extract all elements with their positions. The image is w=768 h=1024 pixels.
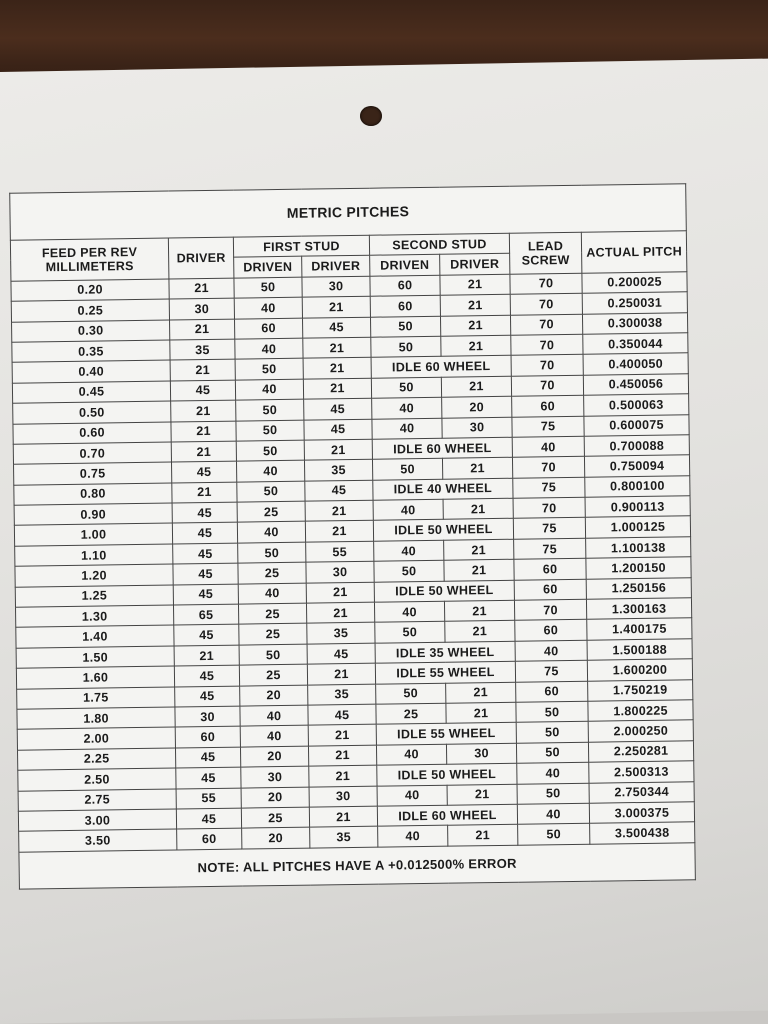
second-stud-driven-cell: 40: [376, 744, 446, 765]
first-stud-driven-cell: 30: [241, 766, 309, 787]
lead-screw-cell: 75: [515, 660, 587, 681]
actual-pitch-cell: 0.600075: [584, 414, 689, 436]
second-stud-driven-cell: 40: [374, 540, 444, 561]
feed-cell: 1.10: [15, 544, 173, 567]
header-second-stud: SECOND STUD: [369, 233, 509, 255]
driver-cell: 45: [174, 665, 239, 686]
first-stud-driver-cell: 45: [304, 419, 372, 440]
first-stud-driven-cell: 25: [239, 624, 307, 645]
second-stud-driver-cell: 21: [440, 294, 510, 315]
idle-wheel-cell: IDLE 50 WHEEL: [374, 580, 514, 602]
first-stud-driven-cell: 50: [234, 277, 302, 298]
lead-screw-cell: 50: [518, 824, 590, 845]
lead-screw-cell: 40: [517, 762, 589, 783]
first-stud-driven-cell: 40: [234, 297, 302, 318]
first-stud-driven-cell: 40: [235, 379, 303, 400]
driver-cell: 60: [177, 828, 242, 849]
first-stud-driven-cell: 50: [236, 440, 304, 461]
first-stud-driver-cell: 21: [305, 521, 373, 542]
actual-pitch-cell: 0.200025: [582, 272, 687, 294]
first-stud-driver-cell: 21: [308, 745, 376, 766]
feed-cell: 1.60: [16, 666, 174, 689]
second-stud-driven-cell: 50: [370, 316, 440, 337]
first-stud-driven-cell: 20: [241, 787, 309, 808]
first-stud-driver-cell: 45: [302, 317, 370, 338]
table-title: METRIC PITCHES: [10, 184, 687, 240]
lead-screw-cell: 60: [512, 395, 584, 416]
second-stud-driven-cell: 40: [373, 499, 443, 520]
second-stud-driver-cell: 20: [442, 396, 512, 417]
header-feed: FEED PER REV MILLIMETERS: [10, 238, 169, 281]
first-stud-driven-cell: 20: [240, 746, 308, 767]
idle-wheel-cell: IDLE 50 WHEEL: [373, 519, 513, 541]
lead-screw-cell: 70: [512, 457, 584, 478]
first-stud-driver-cell: 30: [309, 786, 377, 807]
second-stud-driven-cell: 40: [374, 601, 444, 622]
driver-cell: 60: [175, 726, 240, 747]
lead-screw-cell: 75: [512, 416, 584, 437]
actual-pitch-cell: 1.250156: [586, 577, 691, 599]
second-stud-driven-cell: 40: [378, 826, 448, 847]
lead-screw-cell: 50: [516, 722, 588, 743]
first-stud-driver-cell: 30: [306, 561, 374, 582]
feed-cell: 2.50: [18, 768, 176, 791]
feed-cell: 3.50: [19, 829, 177, 852]
first-stud-driver-cell: 21: [306, 582, 374, 603]
lead-screw-cell: 50: [517, 783, 589, 804]
second-stud-driven-cell: 50: [371, 377, 441, 398]
idle-wheel-cell: IDLE 60 WHEEL: [372, 437, 512, 459]
actual-pitch-cell: 1.600200: [587, 659, 692, 681]
first-stud-driver-cell: 21: [305, 500, 373, 521]
feed-cell: 0.20: [11, 279, 169, 302]
second-stud-driver-cell: 21: [442, 458, 512, 479]
second-stud-driven-cell: 50: [375, 622, 445, 643]
lead-screw-cell: 40: [515, 640, 587, 661]
feed-cell: 0.40: [12, 360, 170, 383]
driver-cell: 45: [173, 563, 238, 584]
header-second-stud-driver: DRIVER: [440, 254, 510, 275]
idle-wheel-cell: IDLE 55 WHEEL: [375, 661, 515, 683]
feed-cell: 1.75: [17, 687, 175, 710]
second-stud-driver-cell: 21: [444, 539, 514, 560]
driver-cell: 21: [174, 645, 239, 666]
feed-cell: 2.00: [17, 727, 175, 750]
first-stud-driver-cell: 55: [306, 541, 374, 562]
actual-pitch-cell: 2.500313: [589, 761, 694, 783]
first-stud-driver-cell: 45: [304, 398, 372, 419]
feed-cell: 0.70: [13, 442, 171, 465]
header-lead-screw: LEAD SCREW: [509, 232, 582, 274]
actual-pitch-cell: 0.900113: [585, 496, 690, 518]
feed-cell: 1.00: [14, 523, 172, 546]
metric-pitches-chart: [9, 183, 695, 882]
second-stud-driver-cell: 30: [442, 417, 512, 438]
second-stud-driven-cell: 50: [376, 683, 446, 704]
lead-screw-cell: 70: [514, 599, 586, 620]
lead-screw-cell: 60: [514, 558, 586, 579]
second-stud-driver-cell: 21: [445, 621, 515, 642]
second-stud-driven-cell: 50: [372, 459, 442, 480]
idle-wheel-cell: IDLE 55 WHEEL: [376, 723, 516, 745]
first-stud-driver-cell: 21: [303, 378, 371, 399]
driver-cell: 21: [170, 319, 235, 340]
second-stud-driver-cell: 21: [444, 600, 514, 621]
driver-cell: 21: [171, 400, 236, 421]
first-stud-driven-cell: 40: [235, 338, 303, 359]
second-stud-driver-cell: 21: [448, 825, 518, 846]
idle-wheel-cell: IDLE 60 WHEEL: [377, 804, 517, 826]
driver-cell: 65: [173, 604, 238, 625]
first-stud-driven-cell: 40: [236, 460, 304, 481]
first-stud-driven-cell: 20: [240, 685, 308, 706]
first-stud-driven-cell: 25: [238, 603, 306, 624]
actual-pitch-cell: 1.750219: [588, 679, 693, 701]
driver-cell: 45: [176, 808, 241, 829]
driver-cell: 45: [175, 747, 240, 768]
driver-cell: 30: [169, 298, 234, 319]
first-stud-driven-cell: 25: [238, 562, 306, 583]
second-stud-driver-cell: 30: [446, 743, 516, 764]
actual-pitch-cell: 3.500438: [590, 822, 695, 844]
idle-wheel-cell: IDLE 40 WHEEL: [373, 478, 513, 500]
first-stud-driver-cell: 21: [307, 663, 375, 684]
error-note: NOTE: ALL PITCHES HAVE A +0.012500% ERROR: [19, 842, 696, 888]
second-stud-driver-cell: 21: [441, 376, 511, 397]
first-stud-driven-cell: 50: [235, 359, 303, 380]
header-actual-pitch: ACTUAL PITCH: [581, 231, 687, 273]
driver-cell: 45: [172, 502, 237, 523]
punch-hole: [360, 106, 382, 126]
first-stud-driver-cell: 35: [304, 460, 372, 481]
second-stud-driven-cell: 50: [374, 560, 444, 581]
lead-screw-cell: 75: [513, 477, 585, 498]
driver-cell: 21: [169, 278, 234, 299]
feed-cell: 0.90: [14, 503, 172, 526]
first-stud-driven-cell: 25: [241, 807, 309, 828]
actual-pitch-cell: 0.350044: [583, 333, 688, 355]
second-stud-driver-cell: 21: [440, 274, 510, 295]
first-stud-driven-cell: 40: [238, 583, 306, 604]
second-stud-driven-cell: 40: [372, 397, 442, 418]
first-stud-driven-cell: 50: [239, 644, 307, 665]
feed-cell: 0.80: [14, 483, 172, 506]
actual-pitch-cell: 0.400050: [583, 353, 688, 375]
actual-pitch-cell: 0.750094: [584, 455, 689, 477]
lead-screw-cell: 70: [510, 273, 582, 294]
first-stud-driver-cell: 30: [302, 276, 370, 297]
lead-screw-cell: 75: [514, 538, 586, 559]
first-stud-driver-cell: 35: [310, 826, 378, 847]
actual-pitch-cell: 1.000125: [585, 516, 690, 538]
feed-cell: 1.25: [15, 585, 173, 608]
lead-screw-cell: 75: [513, 518, 585, 539]
feed-cell: 1.80: [17, 707, 175, 730]
idle-wheel-cell: IDLE 35 WHEEL: [375, 641, 515, 663]
driver-cell: 35: [170, 339, 235, 360]
lead-screw-cell: 70: [513, 497, 585, 518]
second-stud-driver-cell: 21: [447, 784, 517, 805]
driver-cell: 21: [170, 359, 235, 380]
feed-cell: 0.35: [12, 340, 170, 363]
driver-cell: 30: [175, 706, 240, 727]
actual-pitch-cell: 1.100138: [586, 537, 691, 559]
second-stud-driven-cell: 40: [372, 418, 442, 439]
first-stud-driver-cell: 21: [304, 439, 372, 460]
header-first-stud-driven: DRIVEN: [234, 257, 302, 278]
lead-screw-cell: 70: [511, 355, 583, 376]
lead-screw-cell: 60: [514, 579, 586, 600]
feed-cell: 2.75: [18, 789, 176, 812]
driver-cell: 45: [172, 523, 237, 544]
lead-screw-cell: 70: [510, 314, 582, 335]
feed-cell: 0.45: [12, 381, 170, 404]
second-stud-driver-cell: 21: [440, 315, 510, 336]
lead-screw-cell: 50: [516, 701, 588, 722]
lead-screw-cell: 40: [512, 436, 584, 457]
lead-screw-cell: 60: [516, 681, 588, 702]
second-stud-driver-cell: 21: [443, 498, 513, 519]
first-stud-driven-cell: 50: [238, 542, 306, 563]
first-stud-driver-cell: 45: [305, 480, 373, 501]
second-stud-driven-cell: 60: [370, 275, 440, 296]
second-stud-driven-cell: 60: [370, 295, 440, 316]
actual-pitch-cell: 1.800225: [588, 700, 693, 722]
lead-screw-cell: 70: [511, 375, 583, 396]
second-stud-driver-cell: 21: [446, 682, 516, 703]
driver-cell: 45: [175, 686, 240, 707]
driver-cell: 45: [173, 584, 238, 605]
first-stud-driven-cell: 25: [237, 501, 305, 522]
actual-pitch-cell: 1.500188: [587, 639, 692, 661]
first-stud-driver-cell: 21: [302, 296, 370, 317]
driver-cell: 45: [173, 543, 238, 564]
actual-pitch-cell: 0.250031: [582, 292, 687, 314]
first-stud-driver-cell: 21: [309, 765, 377, 786]
feed-cell: 0.25: [11, 299, 169, 322]
driver-cell: 21: [172, 482, 237, 503]
table-body: [11, 272, 695, 852]
driver-cell: 45: [174, 625, 239, 646]
header-first-stud: FIRST STUD: [233, 235, 369, 257]
first-stud-driven-cell: 50: [236, 420, 304, 441]
first-stud-driven-cell: 50: [237, 481, 305, 502]
first-stud-driven-cell: 25: [239, 664, 307, 685]
actual-pitch-cell: 3.000375: [589, 802, 694, 824]
first-stud-driven-cell: 50: [236, 399, 304, 420]
actual-pitch-cell: 0.300038: [582, 312, 687, 334]
second-stud-driven-cell: 50: [371, 336, 441, 357]
idle-wheel-cell: IDLE 50 WHEEL: [377, 763, 517, 785]
first-stud-driven-cell: 20: [242, 827, 310, 848]
feed-cell: 0.50: [13, 401, 171, 424]
driver-cell: 21: [171, 421, 236, 442]
actual-pitch-cell: 0.500063: [584, 394, 689, 416]
driver-cell: 21: [171, 441, 236, 462]
first-stud-driver-cell: 45: [308, 704, 376, 725]
first-stud-driver-cell: 21: [303, 358, 371, 379]
feed-cell: 2.25: [17, 748, 175, 771]
actual-pitch-cell: 2.750344: [589, 781, 694, 803]
driver-cell: 55: [176, 788, 241, 809]
lead-screw-cell: 70: [510, 293, 582, 314]
lead-screw-cell: 60: [515, 620, 587, 641]
first-stud-driver-cell: 21: [309, 806, 377, 827]
first-stud-driver-cell: 21: [306, 602, 374, 623]
lead-screw-cell: 40: [517, 803, 589, 824]
actual-pitch-cell: 1.300163: [586, 598, 691, 620]
lead-screw-cell: 70: [511, 334, 583, 355]
actual-pitch-cell: 1.200150: [586, 557, 691, 579]
feed-cell: 3.00: [18, 809, 176, 832]
first-stud-driven-cell: 40: [240, 726, 308, 747]
feed-cell: 1.40: [16, 625, 174, 648]
feed-cell: 1.50: [16, 646, 174, 669]
first-stud-driver-cell: 45: [307, 643, 375, 664]
second-stud-driver-cell: 21: [444, 559, 514, 580]
first-stud-driver-cell: 35: [307, 623, 375, 644]
driver-cell: 45: [171, 461, 236, 482]
actual-pitch-cell: 0.450056: [583, 374, 688, 396]
first-stud-driver-cell: 21: [303, 337, 371, 358]
header-second-stud-driven: DRIVEN: [370, 255, 440, 276]
metric-pitches-table: [9, 183, 696, 889]
actual-pitch-cell: 0.700088: [584, 435, 689, 457]
second-stud-driver-cell: 21: [446, 702, 516, 723]
first-stud-driven-cell: 60: [234, 318, 302, 339]
header-first-stud-driver: DRIVER: [302, 256, 370, 277]
actual-pitch-cell: 2.250281: [588, 741, 693, 763]
lead-screw-cell: 50: [516, 742, 588, 763]
actual-pitch-cell: 2.000250: [588, 720, 693, 742]
feed-cell: 1.30: [16, 605, 174, 628]
first-stud-driven-cell: 40: [237, 522, 305, 543]
driver-cell: 45: [170, 380, 235, 401]
idle-wheel-cell: IDLE 60 WHEEL: [371, 356, 511, 378]
actual-pitch-cell: 1.400175: [587, 618, 692, 640]
first-stud-driver-cell: 35: [308, 684, 376, 705]
actual-pitch-cell: 0.800100: [585, 475, 690, 497]
first-stud-driver-cell: 21: [308, 725, 376, 746]
second-stud-driven-cell: 25: [376, 703, 446, 724]
feed-cell: 0.60: [13, 422, 171, 445]
first-stud-driven-cell: 40: [240, 705, 308, 726]
second-stud-driver-cell: 21: [441, 335, 511, 356]
feed-cell: 1.20: [15, 564, 173, 587]
header-driver: DRIVER: [168, 237, 234, 279]
feed-cell: 0.75: [14, 462, 172, 485]
second-stud-driven-cell: 40: [377, 785, 447, 806]
driver-cell: 45: [176, 767, 241, 788]
feed-cell: 0.30: [12, 320, 170, 343]
